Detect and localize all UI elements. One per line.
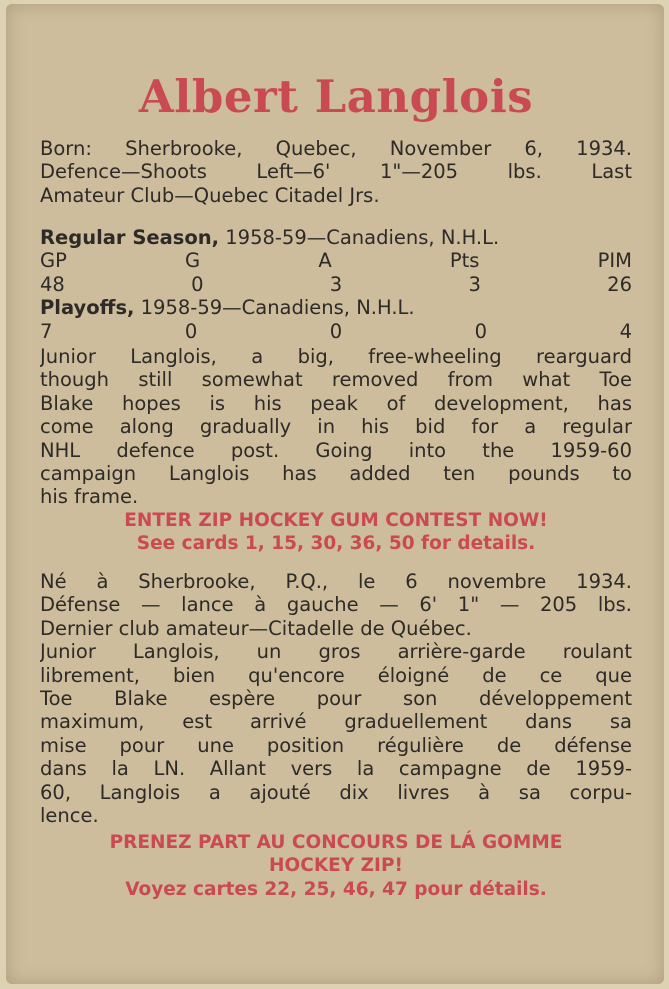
fr-line: Dernier club amateur—Citadelle de Québec. (40, 616, 472, 640)
contest-line: Voyez cartes 22, 25, 46, 47 pour détails. (125, 878, 547, 900)
desc-line: his frame. (40, 485, 139, 509)
stat-value: 3 (329, 272, 343, 296)
player-name: Albert Langlois (138, 70, 534, 123)
stats-header-row (40, 249, 632, 272)
stat-value: 0 (191, 272, 204, 296)
stat-header: PIM (597, 249, 632, 273)
stat-value: 7 (40, 319, 53, 343)
desc-line: Junior Langlois, a big, free-wheeling rearguard (40, 345, 632, 368)
stats-section (40, 226, 632, 343)
desc-line: campaign Langlois has added ten pounds to (40, 461, 632, 485)
playoffs-label: Playoffs, (40, 296, 135, 320)
fr-line: dans la LN. Allant vers la campagne de 1959- (40, 757, 632, 781)
desc-line: NHL defence post. Going into the 1959-60 (40, 438, 632, 462)
regular-season-label: Regular Season, (40, 226, 220, 249)
contest-french (40, 831, 632, 901)
fr-line: Défense — lance à gauche — 6' 1" — 205 lbs. (40, 593, 632, 617)
regular-season-text: 1958-59—Canadiens, N.H.L. (219, 226, 500, 249)
fr-line: 60, Langlois a ajouté dix livres à sa corpu- (40, 780, 632, 804)
contest-line: PRENEZ PART AU CONCOURS DE LÁ GOMME (109, 832, 563, 853)
stat-header: Pts (449, 249, 480, 273)
playoffs-heading (40, 296, 632, 319)
stat-value: 26 (607, 272, 632, 296)
contest-line: HOCKEY ZIP! (269, 855, 403, 877)
stat-header: A (318, 249, 332, 273)
stat-value: 0 (329, 319, 343, 343)
bio-line: Defence—Shoots Left—6' 1"—205 lbs. Last (40, 160, 632, 184)
bio-french (40, 570, 632, 827)
regular-season-heading (40, 226, 632, 249)
fr-line: lence. (40, 803, 99, 827)
bio-line: Amateur Club—Quebec Citadel Jrs. (40, 183, 380, 207)
bio-english (40, 137, 632, 207)
contest-line: See cards 1, 15, 30, 36, 50 for details. (136, 533, 536, 555)
playoffs-text: 1958-59—Canadiens, N.H.L. (134, 296, 415, 320)
fr-line: librement, bien qu'encore éloigné de ce que (40, 663, 632, 687)
stat-header: G (185, 249, 201, 273)
stat-value: 0 (474, 319, 488, 343)
contest-english (40, 509, 632, 556)
stat-value: 0 (184, 319, 198, 343)
fr-line: maximum, est arrivé graduellement dans sa (40, 710, 632, 734)
fr-line: Toe Blake espère pour son développement (40, 686, 632, 710)
desc-line: Blake hopes is his peak of development, has (40, 391, 632, 415)
playoffs-values-row (40, 320, 632, 343)
bio-line: Born: Sherbrooke, Quebec, November 6, 1934. (40, 137, 632, 160)
fr-line: Né à Sherbrooke, P.Q., le 6 novembre 1934. (40, 570, 632, 593)
fr-line: Junior Langlois, un gros arrière-garde roulant (40, 640, 632, 664)
description-english (40, 345, 632, 509)
desc-line: come along gradually in his bid for a regular (40, 415, 632, 439)
contest-line: ENTER ZIP HOCKEY GUM CONTEST NOW! (124, 510, 548, 531)
fr-line: mise pour une position régulière de défense (40, 733, 632, 757)
desc-line: though still somewhat removed from what Toe (40, 368, 632, 392)
stat-value: 3 (468, 272, 481, 296)
stat-value: 4 (619, 319, 632, 343)
card-back (6, 4, 664, 984)
regular-season-values-row (40, 273, 632, 296)
stat-value: 48 (40, 272, 65, 296)
stat-header: GP (40, 249, 67, 273)
